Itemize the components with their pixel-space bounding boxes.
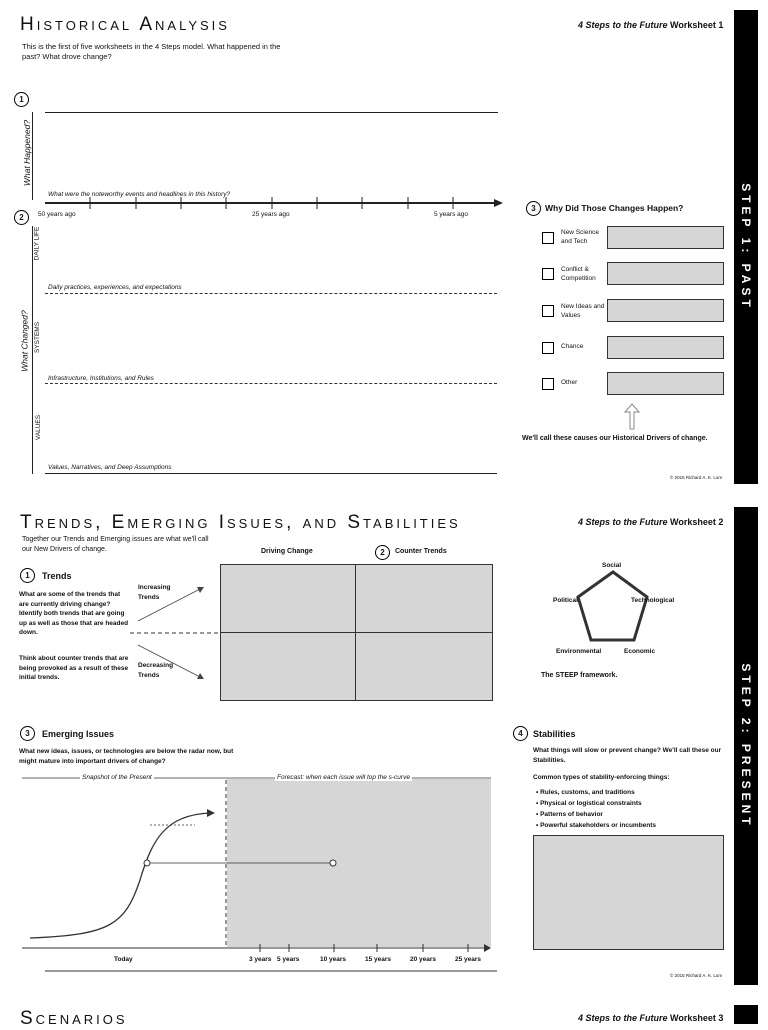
trends-text-1: What are some of the trends that are currently driving change? Identify both trends that are going up as well as those that are headed down. bbox=[19, 591, 129, 636]
forecast-label: Forecast: when each issue will top the s-curve bbox=[277, 774, 410, 781]
worksheet2-title: Trends, Emerging Issues, and Stabilities bbox=[20, 512, 461, 533]
tick-5-years-ago: 5 years ago bbox=[434, 211, 468, 218]
years-15: 15 years bbox=[365, 956, 392, 963]
worksheet1-number: Worksheet 1 bbox=[670, 20, 724, 30]
steep-caption: The STEEP framework. bbox=[541, 672, 618, 679]
worksheet3-label bbox=[578, 1013, 723, 1023]
years-10: 10 years bbox=[320, 956, 347, 963]
today-label: Today bbox=[114, 956, 133, 963]
cause-chance: Chance bbox=[561, 343, 584, 350]
steep-social: Social bbox=[602, 562, 622, 569]
worksheet2-series: 4 Steps to the Future bbox=[578, 517, 668, 527]
stability-bullets bbox=[536, 787, 656, 831]
steep-environmental: Environmental bbox=[556, 648, 602, 655]
stabilities-box[interactable] bbox=[533, 835, 724, 950]
years-5: 5 years bbox=[277, 956, 300, 963]
cause-new-ideas: New Ideas and Values bbox=[561, 303, 605, 319]
row-caption-systems: Infrastructure, Institutions, and Rules bbox=[48, 375, 154, 382]
stability-bullet: • Powerful stakeholders or incumbents bbox=[536, 822, 657, 829]
increasing-trends-label: Increasing Trends bbox=[138, 584, 171, 601]
worksheet1-series: 4 Steps to the Future bbox=[578, 20, 668, 30]
driving-change-header: Driving Change bbox=[261, 548, 313, 555]
years-3: 3 years bbox=[249, 956, 272, 963]
stability-bullet: • Physical or logistical constraints bbox=[536, 800, 642, 807]
emerging-text: What new ideas, issues, or technologies are below the radar now, but might mature into important drivers of change? bbox=[19, 748, 234, 765]
worksheet3-series: 4 Steps to the Future bbox=[578, 1013, 668, 1023]
step-number-stabilities: 4 bbox=[513, 726, 528, 741]
tick-25-years-ago: 25 years ago bbox=[252, 211, 290, 218]
step-number-emerging: 3 bbox=[20, 726, 35, 741]
trends-title: Trends bbox=[42, 571, 72, 581]
worksheet1-title: Historical Analysis bbox=[20, 14, 230, 35]
emerging-title: Emerging Issues bbox=[42, 729, 115, 739]
row-label-daily-life: DAILY LIFE bbox=[33, 226, 41, 261]
decreasing-trends-label: Decreasing Trends bbox=[138, 662, 174, 679]
cause-new-science: New Science and Tech bbox=[561, 229, 599, 245]
step-number-trends: 1 bbox=[20, 568, 35, 583]
row-caption-daily-life: Daily practices, experiences, and expectations bbox=[48, 284, 182, 291]
stability-bullet-text: Physical or logistical constraints bbox=[540, 800, 642, 807]
stability-bullet-text: Rules, customs, and traditions bbox=[540, 789, 635, 796]
stability-bullet-text: Powerful stakeholders or incumbents bbox=[540, 822, 657, 829]
events-caption: What were the noteworthy events and headlines in this history? bbox=[48, 191, 231, 198]
worksheet3-title: Scenarios bbox=[20, 1008, 128, 1029]
what-changed-label: What Changed? bbox=[19, 310, 30, 372]
step-number-3: 3 bbox=[526, 201, 541, 216]
worksheet2-number: Worksheet 2 bbox=[670, 517, 724, 527]
worksheet1-intro: This is the first of five worksheets in the 4 Steps model. What happened in the past? What drove change? bbox=[22, 42, 281, 61]
why-title: Why Did Those Changes Happen? bbox=[545, 203, 684, 213]
copyright-ws2: © 2015 Richard A. K. Lum bbox=[670, 973, 723, 978]
snapshot-label: Snapshot of the Present bbox=[82, 774, 152, 781]
copyright-ws1: © 2015 Richard A. K. Lum bbox=[670, 475, 723, 480]
stabilities-text: What things will slow or prevent change? We'll call these our Stabilities. bbox=[533, 747, 722, 764]
tick-50-years-ago: 50 years ago bbox=[38, 211, 76, 218]
sidebar-step3 bbox=[734, 1005, 758, 1024]
step-number-2: 2 bbox=[14, 210, 29, 225]
years-25: 25 years bbox=[455, 956, 482, 963]
cause-conflict: Conflict & Competition bbox=[561, 266, 596, 282]
stability-bullet: • Patterns of behavior bbox=[536, 811, 603, 818]
cause-other: Other bbox=[561, 379, 578, 386]
step-number-1: 1 bbox=[14, 92, 29, 107]
drivers-note: We'll call these causes our Historical Drivers of change. bbox=[522, 435, 708, 442]
stability-bullet-text: Patterns of behavior bbox=[540, 811, 603, 818]
steep-economic: Economic bbox=[624, 648, 656, 655]
trends-text-2: Think about counter trends that are being provoked as a result of these initial trends. bbox=[19, 655, 129, 681]
sidebar-step2-label: STEP 2: PRESENT bbox=[739, 663, 753, 829]
counter-trends-header: Counter Trends bbox=[395, 548, 447, 555]
sidebar-step1-label: STEP 1: PAST bbox=[739, 183, 753, 311]
row-label-values: VALUES bbox=[35, 414, 43, 441]
steep-technological: Technological bbox=[631, 597, 675, 604]
stabilities-title: Stabilities bbox=[533, 729, 576, 739]
stability-bullet: • Rules, customs, and traditions bbox=[536, 789, 635, 796]
what-happened-label: What Happened? bbox=[22, 119, 33, 187]
steep-political: Political bbox=[553, 597, 578, 604]
worksheet3-number: Worksheet 3 bbox=[670, 1013, 724, 1023]
row-label-systems: SYSTEMS bbox=[34, 321, 42, 354]
worksheet2-intro: Together our Trends and Emerging issues are what we'll call our New Drivers of change. bbox=[22, 536, 209, 553]
row-caption-values: Values, Narratives, and Deep Assumptions bbox=[48, 464, 172, 471]
step-number-counter-trends: 2 bbox=[375, 545, 390, 560]
common-types: Common types of stability-enforcing things: bbox=[533, 774, 670, 781]
years-20: 20 years bbox=[410, 956, 437, 963]
